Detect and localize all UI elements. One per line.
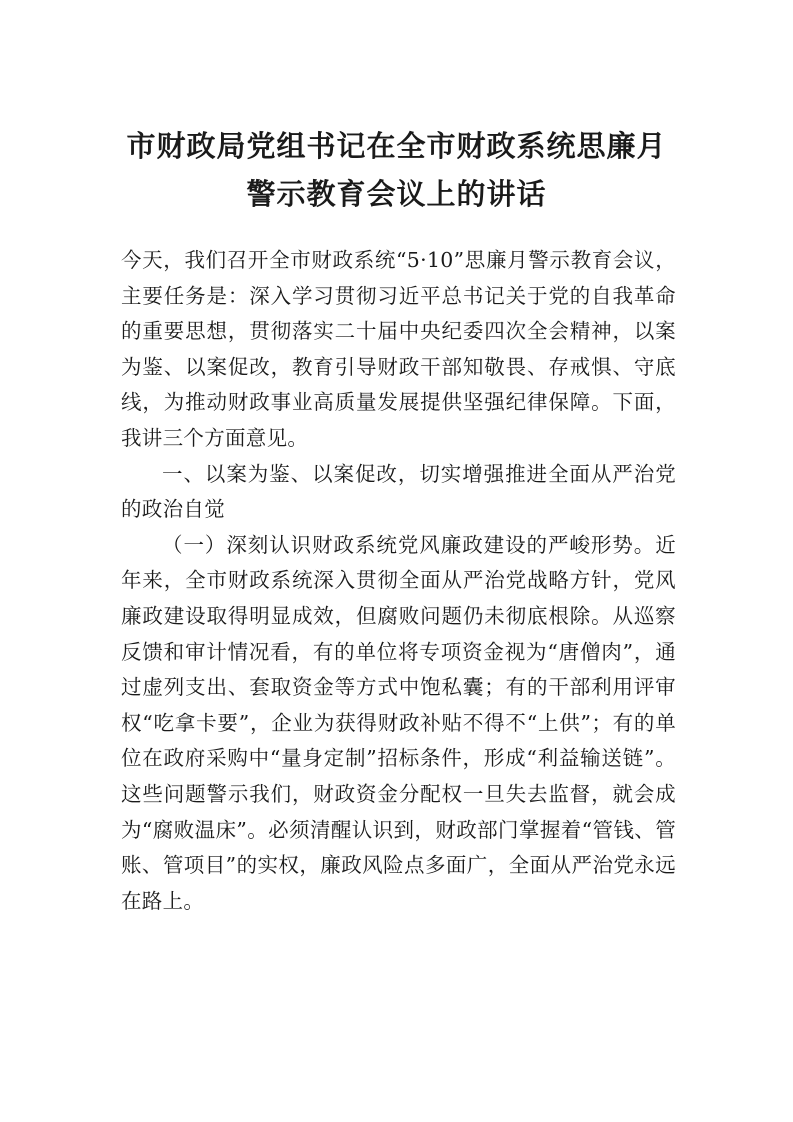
document-body [121, 243, 676, 919]
document-title-line-2: 警示教育会议上的讲话 [246, 177, 547, 211]
subsection-paragraph-1: （一）深刻认识财政系统党风廉政建设的严峻形势。近年来，全市财政系统深入贯彻全面从严治党战略方针，党风廉政建设取得明显成效，但腐败问题仍未彻底根除。从巡察反馈和审计情况看，有的单位将专项资金视为“唐僧肉”，通过虚列支出、套取资金等方式中饱私囊；有的干部利用评审权“吃拿卡要”，企业为获得财政补贴不得不“上供”；有的单位在政府采购中“量身定制”招标条件，形成“利益输送链”。这些问题警示我们，财政资金分配权一旦失去监督，就会成为“腐败温床”。必须清醒认识到，财政部门掌握着“管钱、管账、管项目”的实权，廉政风险点多面广，全面从严治党永远在路上。 [121, 532, 676, 913]
section-heading-1: 一、以案为鉴、以案促改，切实增强推进全面从严治党的政治自觉 [121, 461, 676, 522]
intro-paragraph: 今天，我们召开全市财政系统“5·10”思廉月警示教育会议，主要任务是：深入学习贯彻习近平总书记关于党的自我革命的重要思想，贯彻落实二十届中央纪委四次全会精神，以案为鉴、以案促改，教育引导财政干部知敬畏、存戒惧、守底线，为推动财政事业高质量发展提供坚强纪律保障。下面，我讲三个方面意见。 [121, 248, 676, 450]
document-title-line-1: 市财政局党组书记在全市财政系统思廉月 [126, 129, 667, 163]
